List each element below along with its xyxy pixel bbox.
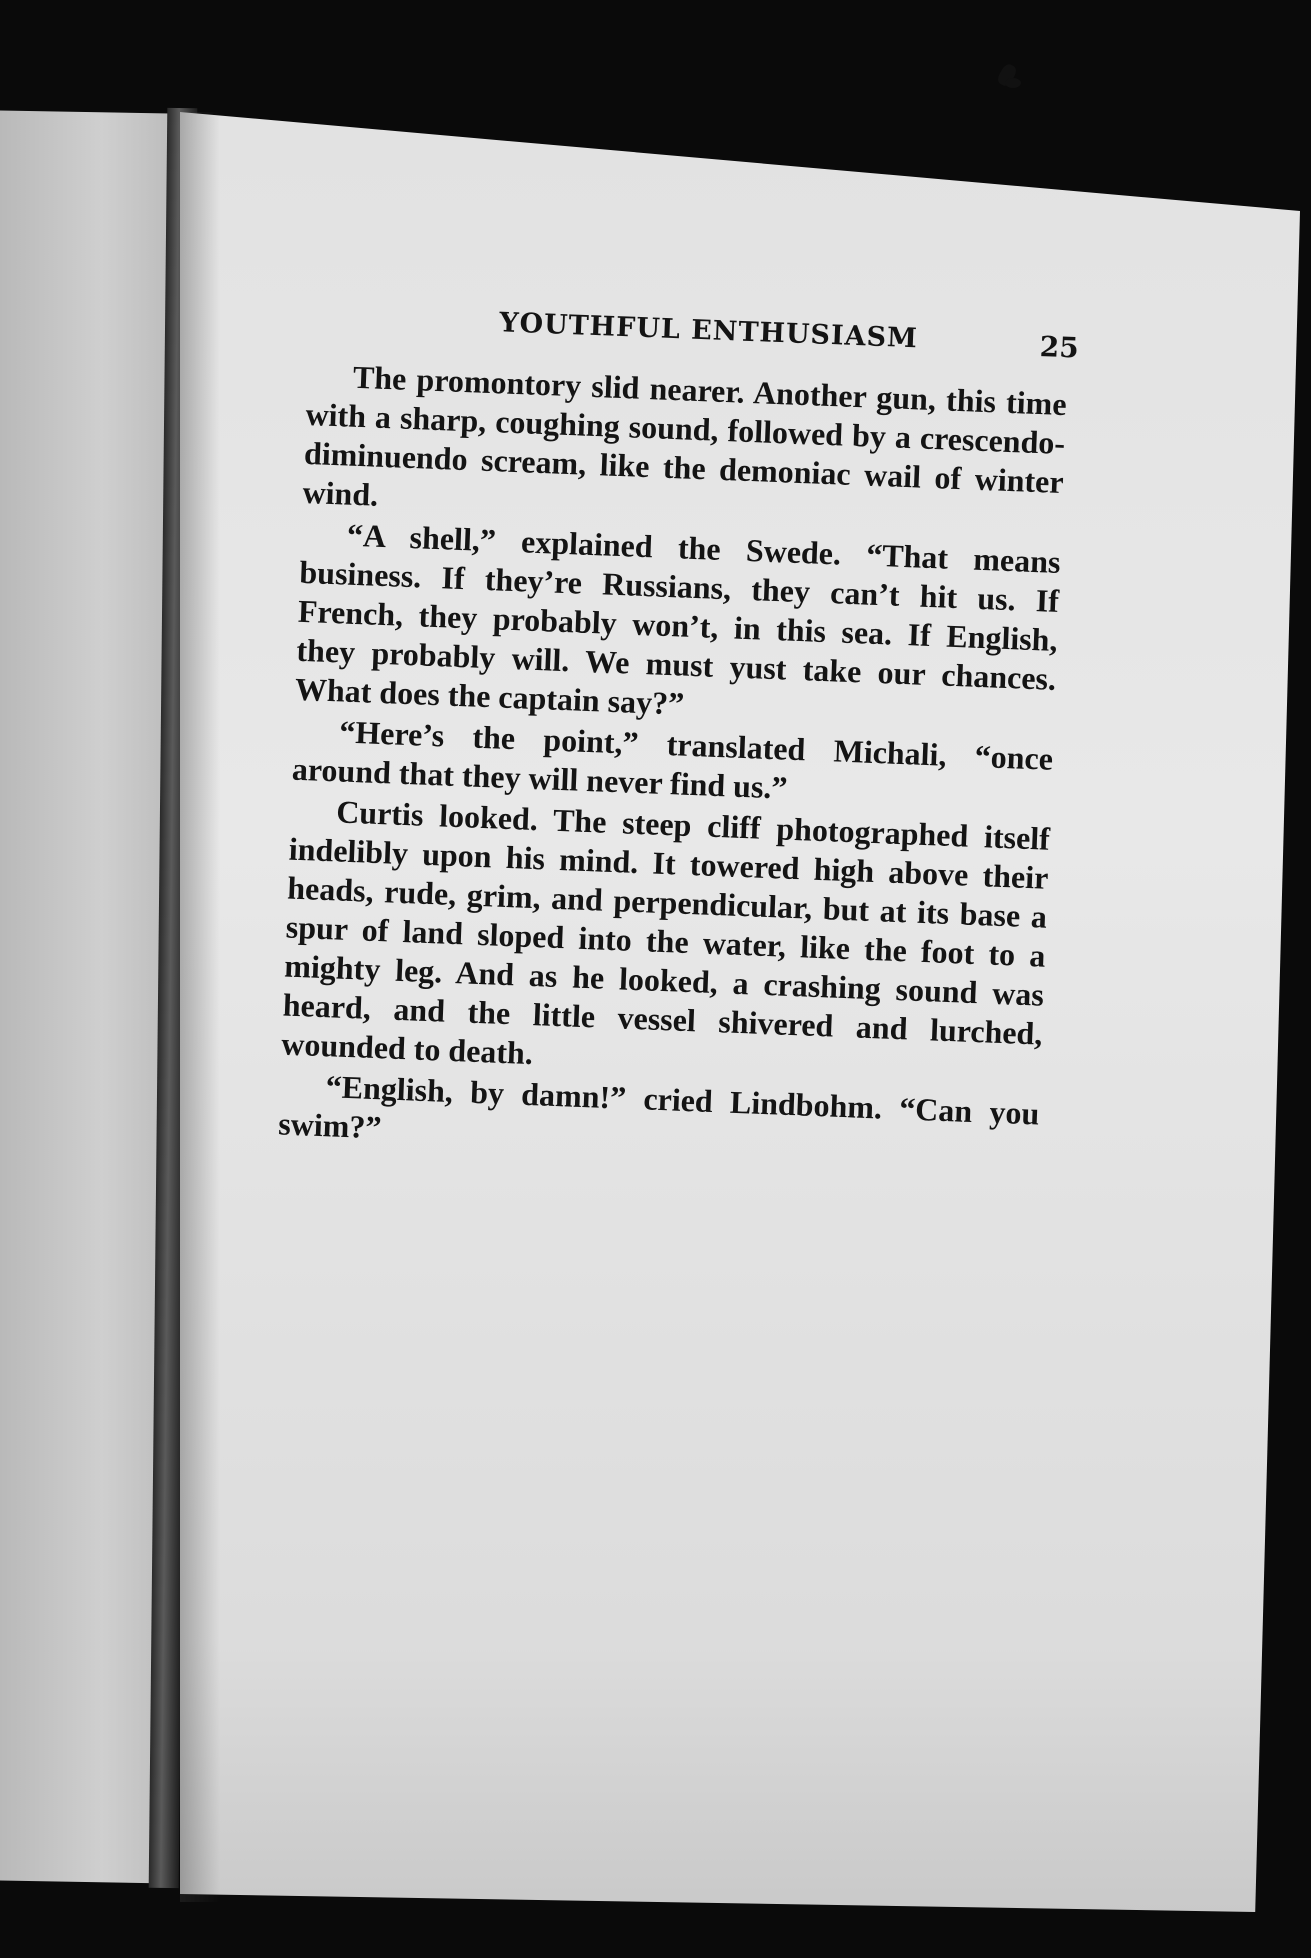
running-title: YOUTHFUL ENTHUSIASM	[498, 307, 919, 355]
paragraph: The promontory slid nearer. Another gun, this time with a sharp, coughing sound, followed by a crescendo-diminuendo scream, like the demoniac wail of winter wind.	[301, 358, 1068, 513]
paragraph: “A shell,” explained the Swede. “That means business. If they’re Russians, they can’t hit us. If French, they probably won’t, in this sea. If English, they probably will. We must yust take our chances. What does the captain say?”	[294, 516, 1062, 722]
scan-speck	[1005, 78, 1021, 88]
paragraph: “Here’s the point,” translated Michali, “once around that they will never find us.”	[291, 713, 1054, 806]
page-shadow	[180, 112, 220, 1902]
paragraph: Curtis looked. The steep cliff photographed itself indelibly upon his mind. It towered high above their heads, rude, grim, and perpendicular, but at its base a spur of land sloped into the water, like the foot to a mighty leg. And as he looked, a crashing sound was heard, and the little vessel shivered and lurched, wounded to death.	[280, 793, 1051, 1072]
facing-page-edge	[0, 111, 170, 1884]
page-content	[277, 300, 1080, 1173]
page-number: 25	[1039, 330, 1080, 365]
paragraph: “English, by damn!” cried Lindbohm. “Can you swim?”	[277, 1068, 1040, 1146]
